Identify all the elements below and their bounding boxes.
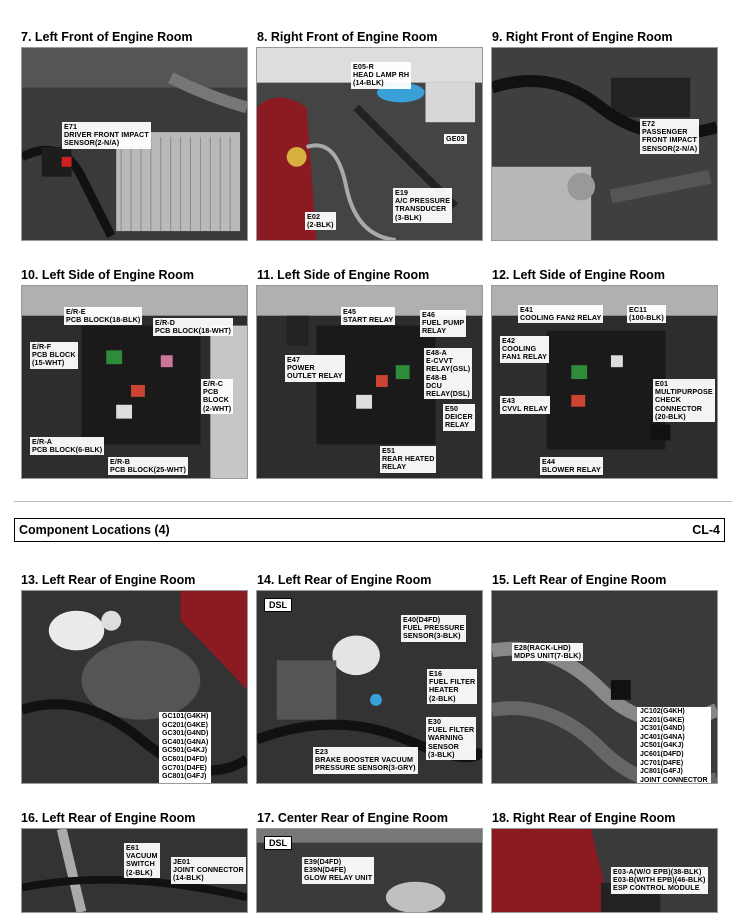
label-je01: JE01 JOINT CONNECTOR (14-BLK)	[173, 857, 244, 883]
label-jc-joint-connectors: JC102(G4KH) JC201(G4KE) JC301(G4ND) JC401(G4NA) JC501(G4KJ) JC601(D4FD) JC701(D4FE) JC801(G4FJ) JOINT CONNECTOR	[637, 707, 711, 784]
label-e43: E43 CVVL RELAY	[502, 396, 548, 414]
label-e30: E30 FUEL FILTER WARNING SENSOR (3-BLK)	[428, 717, 475, 759]
badge-dsl-2: DSL	[264, 836, 292, 850]
cell-10-title: 10. Left Side of Engine Room	[21, 268, 194, 282]
cell-7-title: 7. Left Front of Engine Room	[21, 30, 193, 44]
cell-17-title: 17. Center Rear of Engine Room	[257, 811, 449, 825]
label-e01: E01 MULTIPURPOSE CHECK CONNECTOR (20-BLK)	[655, 379, 713, 421]
photo-left-side-engine-room	[21, 285, 248, 479]
photo-left-rear-engine-room-2	[491, 590, 718, 784]
section-title: Component Locations (4)	[19, 523, 170, 537]
label-e05-r: E05-R HEAD LAMP RH (14-BLK)	[353, 62, 410, 88]
label-e44: E44 BLOWER RELAY	[542, 457, 601, 475]
label-er-d: E/R-D PCB BLOCK(18-WHT)	[155, 318, 231, 336]
label-e41: E41 COOLING FAN2 RELAY	[520, 305, 602, 323]
label-e48: E48-A E-CVVT RELAY(GSL) E48-B DCU RELAY(DSL)	[426, 348, 471, 399]
label-e19: E19 A/C PRESSURE TRANSDUCER (3-BLK)	[395, 188, 451, 222]
label-e16: E16 FUEL FILTER HEATER (2-BLK)	[429, 669, 476, 703]
photo-left-side-engine-room-3	[491, 285, 718, 479]
cell-14-title: 14. Left Rear of Engine Room	[257, 573, 432, 587]
cell-15-title: 15. Left Rear of Engine Room	[492, 573, 667, 587]
label-e42: E42 COOLING FAN1 RELAY	[502, 336, 548, 362]
label-e50: E50 DEICER RELAY	[445, 404, 473, 430]
label-e61: E61 VACUUM SWITCH (2-BLK)	[126, 843, 158, 877]
cell-11-title: 11. Left Side of Engine Room	[257, 268, 430, 282]
cell-8-title: 8. Right Front of Engine Room	[257, 30, 438, 44]
label-er-e: E/R-E PCB BLOCK(18-BLK)	[66, 307, 141, 325]
label-e28: E28(RACK-LHD) MDPS UNIT(7-BLK)	[514, 643, 582, 661]
cell-13-title: 13. Left Rear of Engine Room	[21, 573, 196, 587]
photo-center-rear-engine-room-dsl	[256, 828, 483, 913]
label-e45: E45 START RELAY	[343, 307, 394, 325]
page-divider	[14, 501, 732, 502]
photo-left-side-engine-room-2	[256, 285, 483, 479]
label-e72: E72 PASSENGER FRONT IMPACT SENSOR(2-N/A)	[642, 119, 698, 153]
photo-right-rear-engine-room	[491, 828, 718, 913]
label-e71: E71 DRIVER FRONT IMPACT SENSOR(2-N/A)	[64, 122, 149, 148]
label-er-b: E/R-B PCB BLOCK(25-WHT)	[110, 457, 186, 475]
photo-left-rear-engine-room-dsl	[256, 590, 483, 784]
section-code: CL-4	[692, 523, 720, 537]
label-e47: E47 POWER OUTLET RELAY	[287, 355, 343, 381]
badge-dsl: DSL	[264, 598, 292, 612]
label-gc-ground-connectors: GC101(G4KH) GC201(G4KE) GC301(G4ND) GC401(G4NA) GC501(G4KJ) GC601(D4FD) GC701(D4FE) GC801(G4FJ)	[159, 712, 211, 783]
label-e02: E02 (2-BLK)	[307, 212, 334, 230]
cell-18-title: 18. Right Rear of Engine Room	[492, 811, 676, 825]
label-e40: E40(D4FD) FUEL PRESSURE SENSOR(3-BLK)	[403, 615, 465, 641]
photo-left-front-engine-room	[21, 47, 248, 241]
label-e46: E46 FUEL PUMP RELAY	[422, 310, 465, 336]
label-e03: E03-A(W/O EPB)(38-BLK) E03-B(WITH EPB)(46-BLK) ESP CONTROL MODULE	[613, 867, 706, 893]
label-er-a: E/R-A PCB BLOCK(6-BLK)	[32, 437, 103, 455]
cell-16-title: 16. Left Rear of Engine Room	[21, 811, 196, 825]
label-e51: E51 REAR HEATED RELAY	[382, 446, 435, 472]
label-ge03: GE03	[446, 134, 465, 143]
photo-right-front-engine-room-2	[491, 47, 718, 241]
cell-9-title: 9. Right Front of Engine Room	[492, 30, 673, 44]
photo-left-rear-engine-room-3	[21, 828, 248, 913]
label-er-c: E/R-C PCB BLOCK (2-WHT)	[203, 379, 232, 413]
label-e39: E39(D4FD) E39N(D4FE) GLOW RELAY UNIT	[304, 857, 373, 883]
section-header	[14, 518, 725, 542]
label-ec11: EC11 (100-BLK)	[629, 305, 664, 323]
photo-left-rear-engine-room	[21, 590, 248, 784]
photo-right-front-engine-room	[256, 47, 483, 241]
label-e23: E23 BRAKE BOOSTER VACUUM PRESSURE SENSOR(3-GRY)	[315, 747, 416, 773]
label-er-f: E/R-F PCB BLOCK (15-WHT)	[32, 342, 76, 368]
cell-12-title: 12. Left Side of Engine Room	[492, 268, 665, 282]
